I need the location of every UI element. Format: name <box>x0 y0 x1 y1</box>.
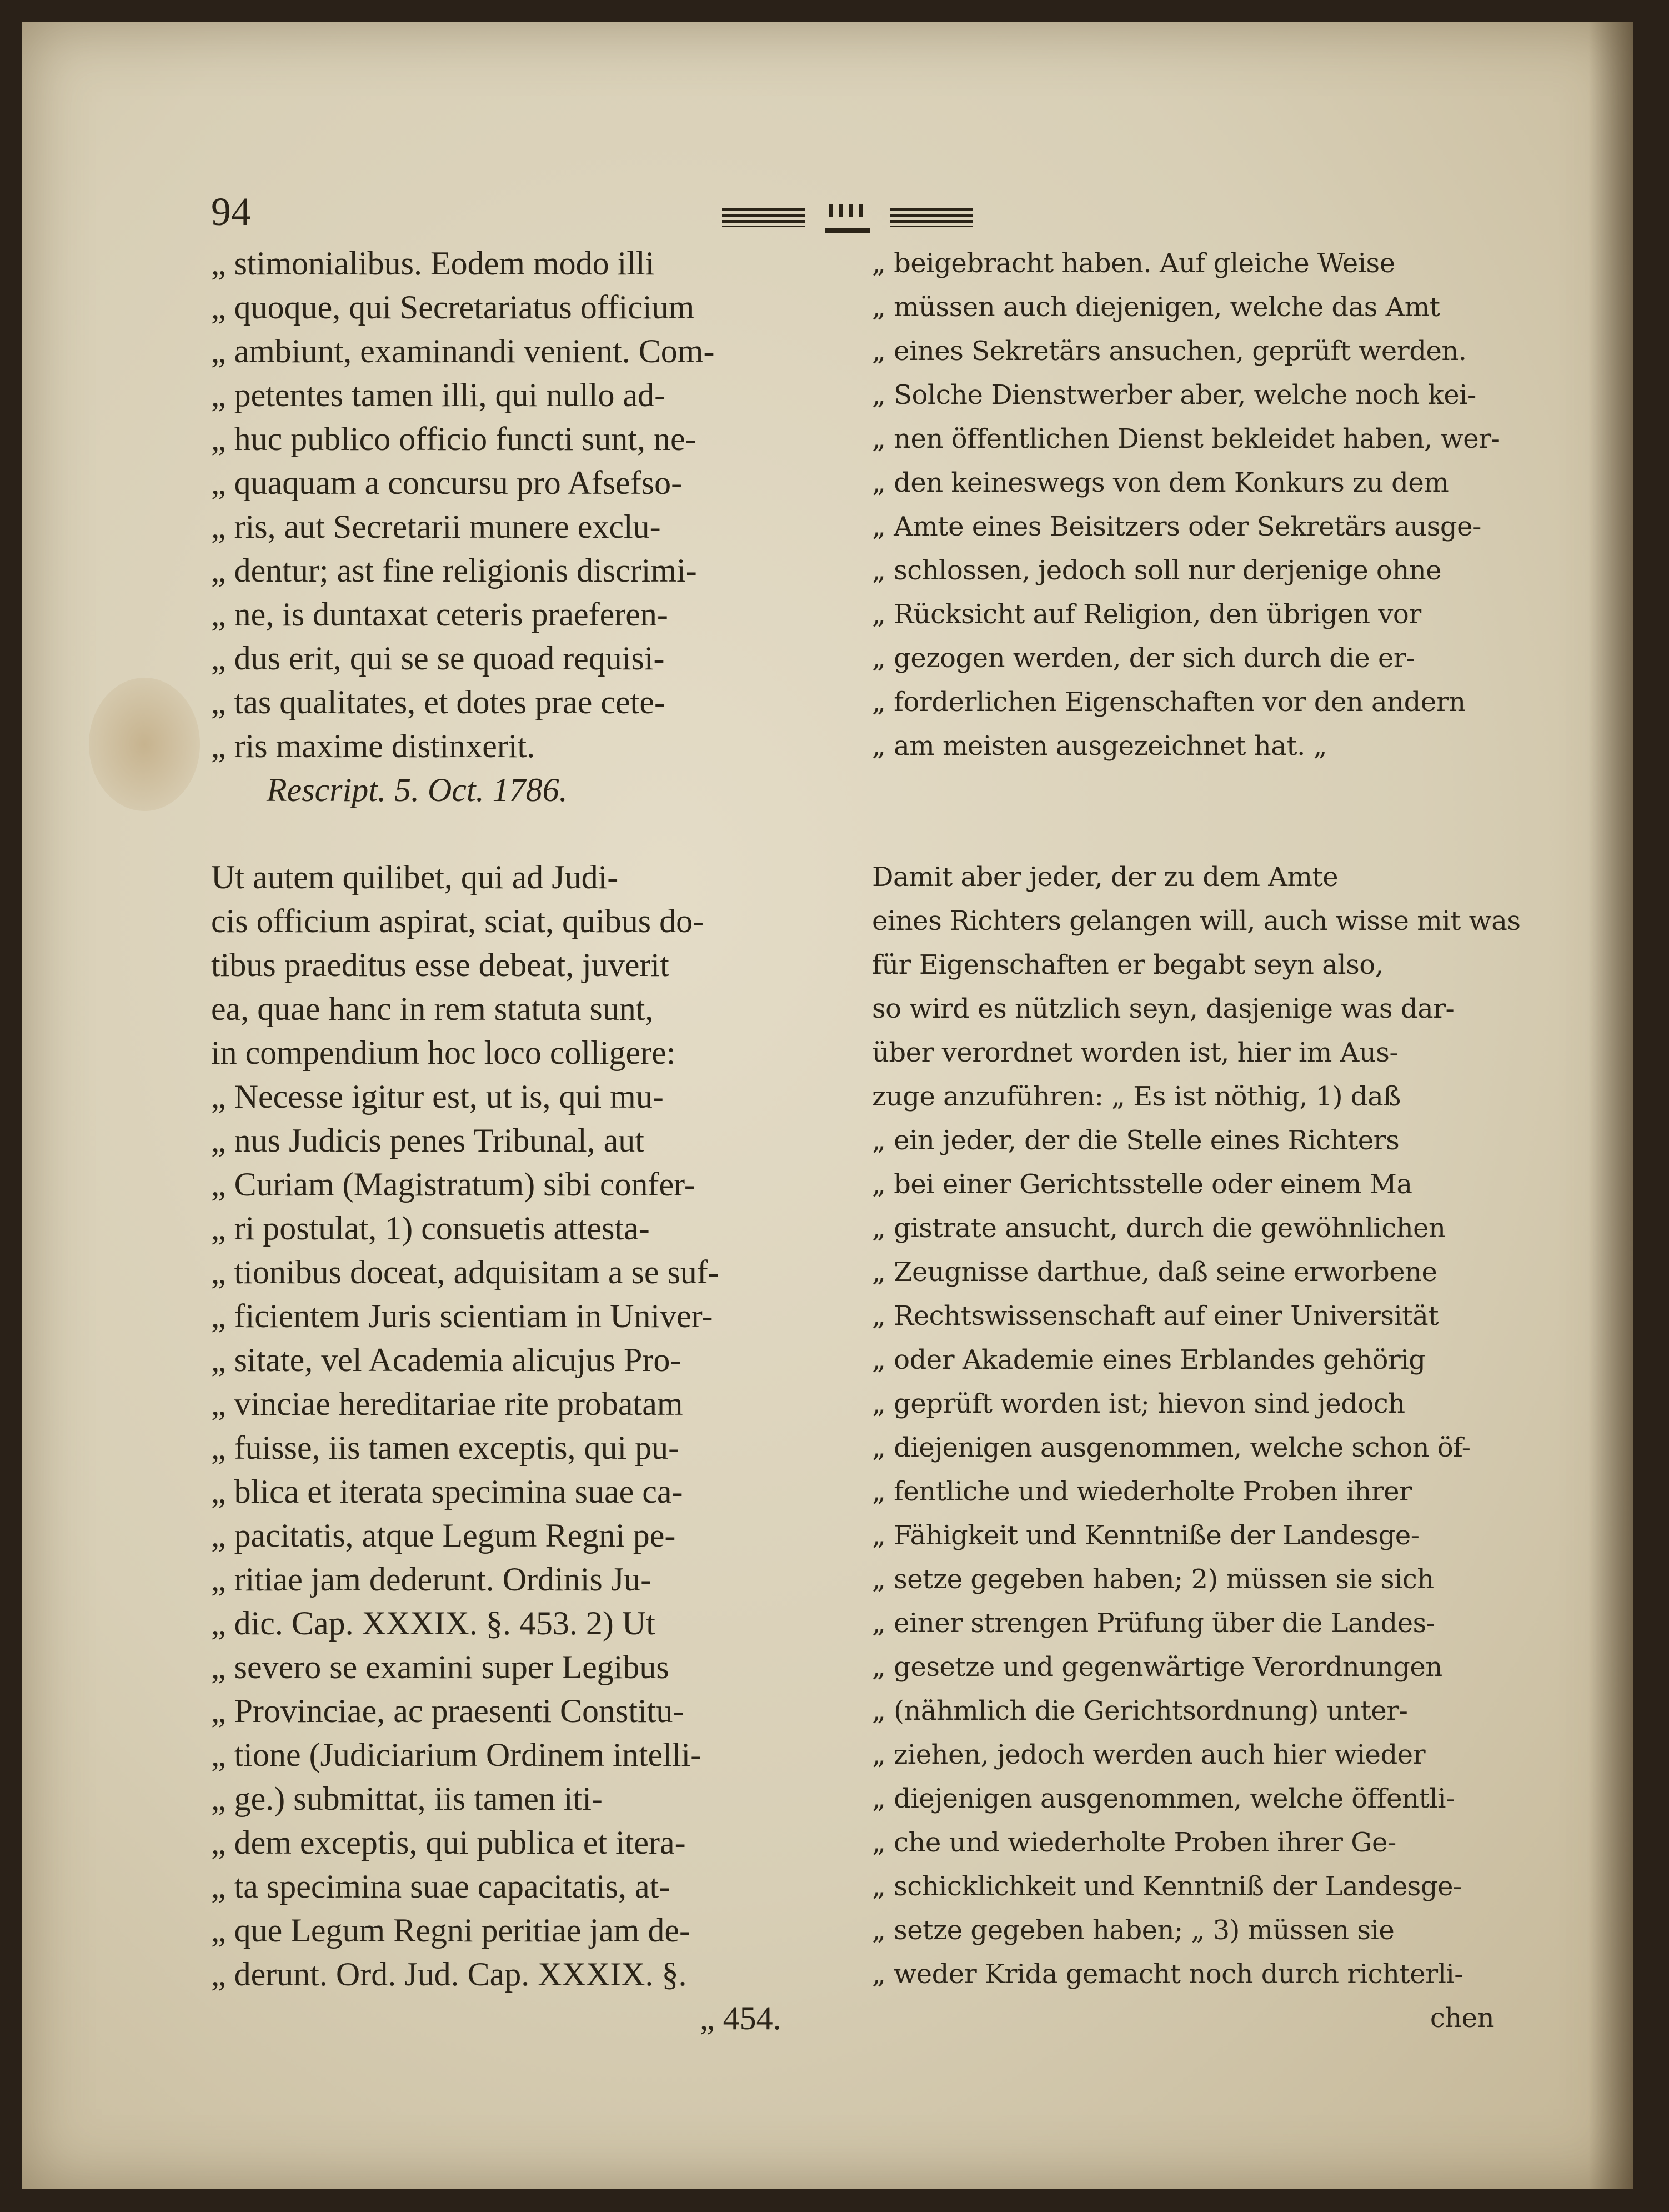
latin-line: „ huc publico officio functi sunt, ne- <box>211 421 696 457</box>
german-line: „ ein jeder, der die Stelle eines Richters <box>872 1125 1400 1156</box>
german-line: „ oder Akademie eines Erblandes gehörig <box>872 1344 1426 1375</box>
latin-line: „ tionibus doceat, adquisitam a se suf- <box>211 1254 719 1290</box>
german-line: „ beigebracht haben. Auf gleiche Weise <box>872 248 1395 279</box>
latin-line: „ tione (Judiciarium Ordinem intelli- <box>211 1736 702 1773</box>
german-line: „ gistrate ansucht, durch die gewöhnlichen <box>872 1213 1446 1244</box>
german-line: „ forderlichen Eigenschaften vor den andern <box>872 687 1466 718</box>
german-line: „ bei einer Gerichtsstelle oder einem Ma <box>872 1169 1412 1200</box>
latin-line: „ Necesse igitur est, ut is, qui mu- <box>211 1078 664 1115</box>
german-line: eines Richters gelangen will, auch wisse mit was <box>872 905 1521 937</box>
german-line: „ fentliche und wiederholte Proben ihrer <box>872 1476 1412 1507</box>
german-line: „ Solche Dienstwerber aber, welche noch kei- <box>872 379 1476 411</box>
german-line: „ eines Sekretärs ansuchen, geprüft werden. <box>872 336 1467 367</box>
latin-line: „ dic. Cap. XXXIX. §. 453. 2) Ut <box>211 1605 655 1642</box>
latin-line: „ petentes tamen illi, qui nullo ad- <box>211 377 666 413</box>
latin-line-end: „ 454. <box>700 2000 781 2036</box>
water-stain <box>89 678 200 811</box>
latin-line: „ ambiunt, examinandi venient. Com- <box>211 333 715 369</box>
german-line: „ diejenigen ausgenommen, welche öffentli- <box>872 1783 1455 1814</box>
latin-line: „ dus erit, qui se se quoad requisi- <box>211 640 665 677</box>
latin-line: „ ge.) submittat, iis tamen iti- <box>211 1780 603 1817</box>
german-line: „ Amte eines Beisitzers oder Sekretärs ausge- <box>872 511 1481 542</box>
latin-line: „ severo se examini super Legibus <box>211 1649 669 1685</box>
german-line: „ ziehen, jedoch werden auch hier wieder <box>872 1739 1426 1770</box>
german-column-bottom <box>872 855 1527 2040</box>
latin-line: „ vinciae hereditariae rite probatam <box>211 1385 683 1422</box>
german-line: „ Rücksicht auf Religion, den übrigen vor <box>872 599 1421 630</box>
latin-line: Ut autem quilibet, qui ad Judi- <box>211 859 619 895</box>
latin-line: „ dem exceptis, qui publica et itera- <box>211 1824 686 1861</box>
catchword: chen <box>1430 2003 1494 2034</box>
german-line: „ setze gegeben haben; 2) müssen sie sich <box>872 1564 1434 1595</box>
latin-line: „ ri postulat, 1) consuetis attesta- <box>211 1210 650 1247</box>
latin-line: „ tas qualitates, et dotes prae cete- <box>211 684 665 720</box>
latin-line: „ quaquam a concursu pro Afsefso- <box>211 464 683 501</box>
latin-line: „ blica et iterata specimina suae ca- <box>211 1473 683 1510</box>
german-line: „ gezogen werden, der sich durch die er- <box>872 643 1415 674</box>
book-page <box>22 22 1633 2189</box>
latin-line: „ ritiae jam dederunt. Ordinis Ju- <box>211 1561 652 1598</box>
german-line: Damit aber jeder, der zu dem Amte <box>872 862 1339 893</box>
latin-line: „ ficientem Juris scientiam in Univer- <box>211 1298 713 1334</box>
rescript-citation: Rescript. 5. Oct. 1786. <box>267 772 568 808</box>
latin-line: in compendium hoc loco colligere: <box>211 1034 676 1071</box>
page-edge-shadow <box>1588 22 1633 2189</box>
latin-line: „ stimonialibus. Eodem modo illi <box>211 245 655 282</box>
german-line: „ (nähmlich die Gerichtsordnung) unter- <box>872 1695 1408 1726</box>
german-line: „ setze gegeben haben; „ 3) müssen sie <box>872 1915 1395 1946</box>
latin-line: „ Curiam (Magistratum) sibi confer- <box>211 1166 695 1203</box>
latin-column-top <box>211 242 866 812</box>
latin-line: „ ris, aut Secretarii munere exclu- <box>211 508 661 545</box>
german-line: „ nen öffentlichen Dienst bekleidet haben, wer- <box>872 423 1500 454</box>
german-line: „ gesetze und gegenwärtige Verordnungen <box>872 1652 1442 1683</box>
header-ornament-icon <box>722 201 973 233</box>
latin-line: tibus praeditus esse debeat, juverit <box>211 947 669 983</box>
german-line: „ müssen auch diejenigen, welche das Amt <box>872 292 1440 323</box>
latin-line: „ Provinciae, ac praesenti Constitu- <box>211 1693 684 1729</box>
german-line: über verordnet worden ist, hier im Aus- <box>872 1037 1399 1068</box>
german-line: für Eigenschaften er begabt seyn also, <box>872 949 1384 980</box>
german-line: zuge anzuführen: „ Es ist nöthig, 1) daß <box>872 1081 1401 1112</box>
latin-line: „ nus Judicis penes Tribunal, aut <box>211 1122 644 1159</box>
latin-line: „ derunt. Ord. Jud. Cap. XXXIX. §. <box>211 1956 687 1993</box>
latin-line: „ ta specimina suae capacitatis, at- <box>211 1868 670 1905</box>
german-line: „ weder Krida gemacht noch durch richterli- <box>872 1959 1463 1990</box>
german-column-top <box>872 242 1527 768</box>
german-line: „ am meisten ausgezeichnet hat. „ <box>872 730 1327 762</box>
latin-line: „ ne, is duntaxat ceteris praeferen- <box>211 596 668 633</box>
german-line: „ Zeugnisse darthue, daß seine erworbene <box>872 1257 1437 1288</box>
latin-line: „ que Legum Regni peritiae jam de- <box>211 1912 690 1949</box>
latin-line: „ pacitatis, atque Legum Regni pe- <box>211 1517 676 1554</box>
latin-line: „ sitate, vel Academia alicujus Pro- <box>211 1342 681 1378</box>
latin-line: cis officium aspirat, sciat, quibus do- <box>211 903 704 939</box>
german-line: „ einer strengen Prüfung über die Landes- <box>872 1608 1435 1639</box>
latin-line: „ dentur; ast fine religionis discrimi- <box>211 552 697 589</box>
latin-line: „ ris maxime distinxerit. <box>211 728 535 764</box>
german-line: „ Rechtswissenschaft auf einer Universität <box>872 1300 1439 1332</box>
german-line: „ schicklichkeit und Kenntniß der Landesge- <box>872 1871 1462 1902</box>
latin-line: „ fuisse, iis tamen exceptis, qui pu- <box>211 1429 680 1466</box>
german-line: „ den keineswegs von dem Konkurs zu dem <box>872 467 1449 498</box>
page-header <box>211 189 1522 239</box>
german-line: „ Fähigkeit und Kenntniße der Landesge- <box>872 1520 1420 1551</box>
latin-column-bottom <box>211 855 866 2040</box>
latin-line: „ quoque, qui Secretariatus officium <box>211 289 695 326</box>
german-line: „ geprüft worden ist; hievon sind jedoch <box>872 1388 1405 1419</box>
german-line: so wird es nützlich seyn, dasjenige was dar- <box>872 993 1455 1024</box>
latin-line: ea, quae hanc in rem statuta sunt, <box>211 990 654 1027</box>
german-line: „ diejenigen ausgenommen, welche schon öf- <box>872 1432 1471 1463</box>
page-number: 94 <box>211 189 251 234</box>
german-line: „ che und wiederholte Proben ihrer Ge- <box>872 1827 1396 1858</box>
german-line: „ schlossen, jedoch soll nur derjenige ohne <box>872 555 1442 586</box>
